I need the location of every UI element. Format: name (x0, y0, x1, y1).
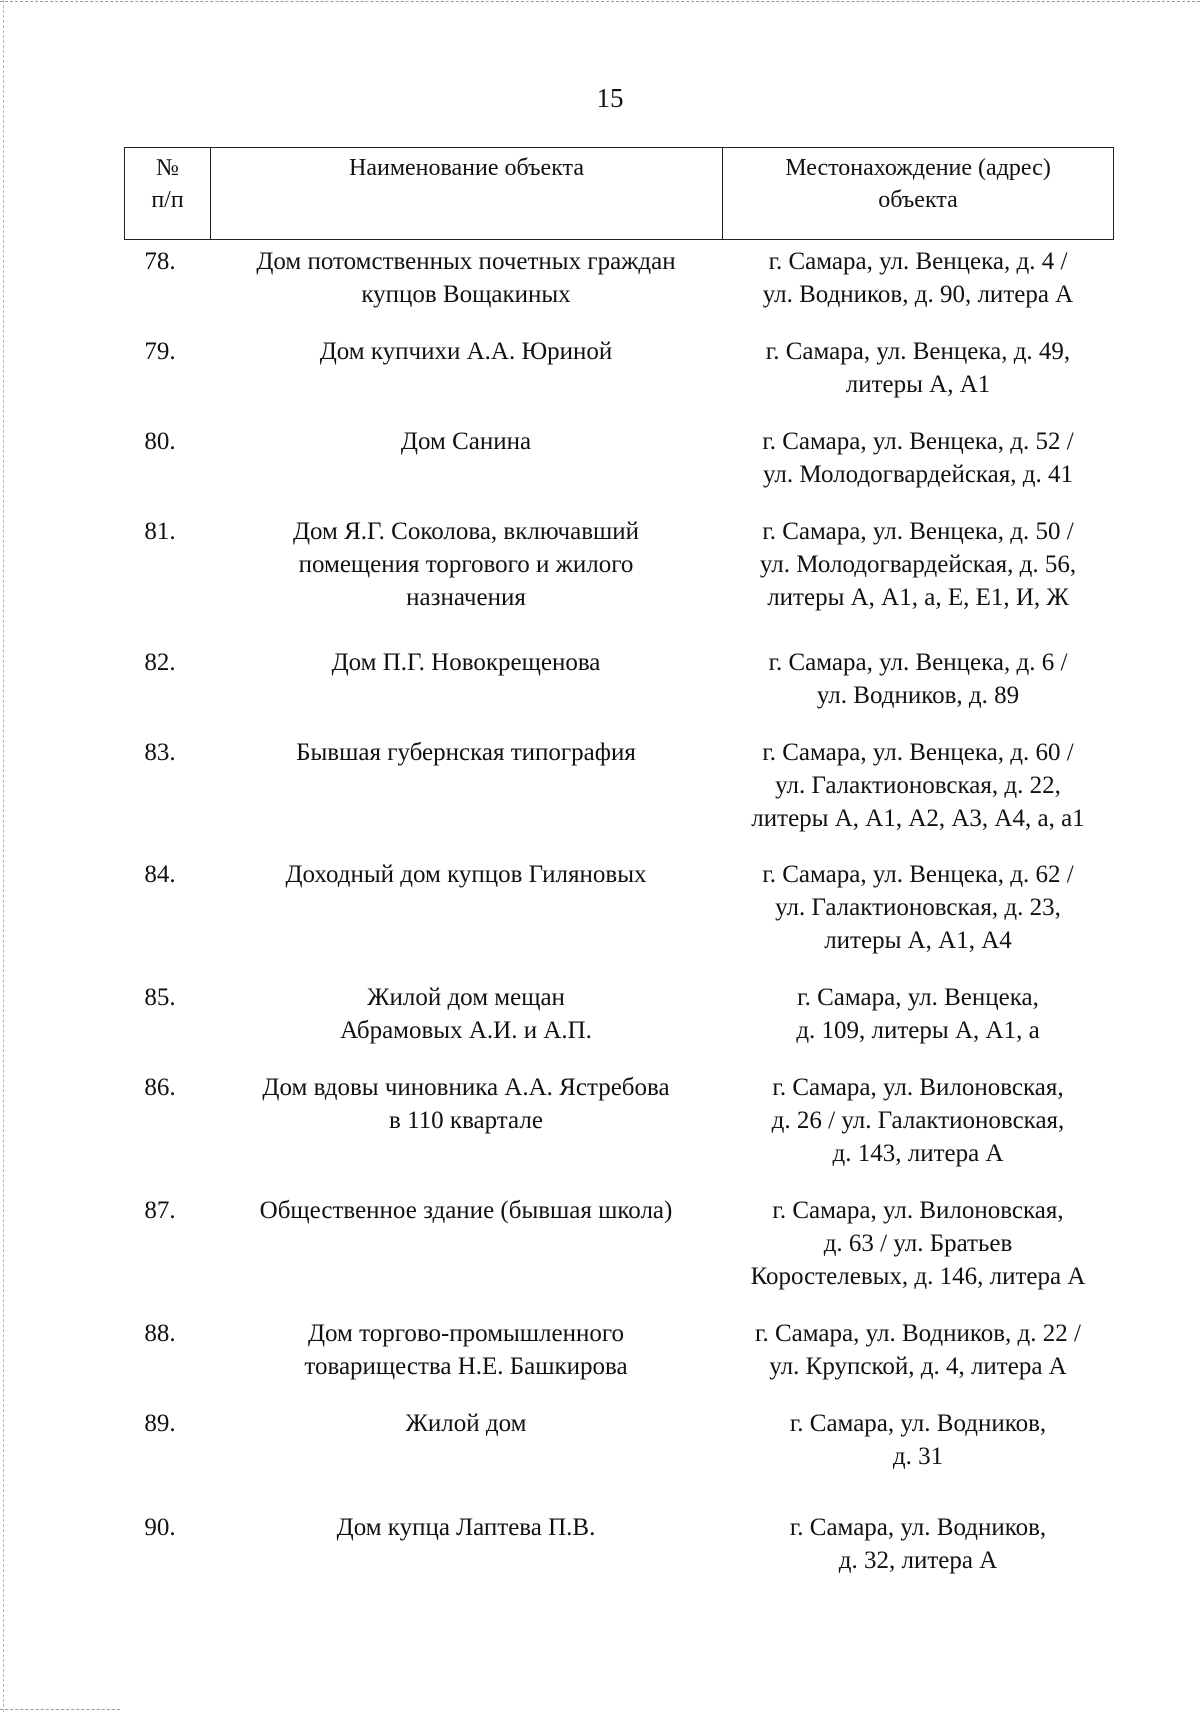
object-address-line: г. Самара, ул. Венцека, д. 52 / (762, 428, 1074, 455)
object-name-line: Дом торгово-промышленного (307, 1320, 625, 1347)
scan-edge-bottom (0, 1709, 120, 1710)
object-address-line: г. Самара, ул. Вилоновская, (772, 1197, 1064, 1224)
object-name-line: Дом Санина (400, 428, 532, 455)
object-name (210, 646, 722, 679)
object-address (722, 1407, 1114, 1473)
object-address-line: г. Самара, ул. Вилоновская, (772, 1074, 1064, 1101)
object-address-line: ул. Крупской, д. 4, литера А (769, 1353, 1067, 1380)
object-name (210, 981, 722, 1047)
object-name (210, 1407, 722, 1440)
header-num-line: № (156, 155, 179, 181)
object-name-line: Абрамовых А.И. и А.П. (340, 1017, 592, 1044)
page-number: 15 (596, 83, 624, 113)
object-address-line: г. Самара, ул. Венцека, д. 60 / (762, 739, 1074, 766)
object-name-line: Общественное здание (бывшая школа) (259, 1197, 673, 1224)
row-number: 82. (144, 649, 176, 676)
object-address-line: г. Самара, ул. Венцека, д. 49, (765, 338, 1071, 365)
object-name (210, 1071, 722, 1137)
header-address (723, 148, 1113, 239)
table-header (124, 147, 1114, 240)
header-name-line: Наименование объекта (349, 155, 584, 181)
object-address-line: г. Самара, ул. Венцека, д. 6 / (768, 649, 1068, 676)
object-address-line: г. Самара, ул. Венцека, д. 62 / (762, 861, 1074, 888)
object-address-line: Коростелевых, д. 146, литера А (750, 1263, 1086, 1290)
object-name (210, 515, 722, 614)
object-address (722, 1317, 1114, 1383)
scan-edge-top (0, 1, 1200, 2)
row-number: 78. (144, 248, 176, 275)
object-address (722, 736, 1114, 835)
header-num-line: п/п (151, 187, 184, 213)
object-address-line: д. 63 / ул. Братьев (823, 1230, 1013, 1257)
object-name (210, 1194, 722, 1227)
object-address-line: г. Самара, ул. Водников, д. 22 / (755, 1320, 1081, 1347)
object-address-line: д. 109, литеры А, А1, а (796, 1017, 1040, 1044)
object-address-line: литеры А, А1, А4 (824, 927, 1012, 954)
row-number: 86. (144, 1074, 176, 1101)
object-name (210, 245, 722, 311)
object-name (210, 335, 722, 368)
scan-edge-left (3, 0, 4, 1712)
object-address-line: литеры А, А1, а, Е, Е1, И, Ж (767, 584, 1069, 611)
object-address-line: д. 31 (892, 1443, 944, 1470)
object-name (210, 858, 722, 891)
object-address-line: г. Самара, ул. Венцека, д. 4 / (768, 248, 1068, 275)
object-address-line: литеры А, А1, А2, А3, А4, а, а1 (751, 805, 1085, 832)
object-name-line: товарищества Н.Е. Башкирова (304, 1353, 628, 1380)
object-address (722, 515, 1114, 614)
object-name-line: Дом Я.Г. Соколова, включавший (292, 518, 640, 545)
object-name (210, 736, 722, 769)
object-address (722, 1071, 1114, 1170)
object-address-line: ул. Галактионовская, д. 22, (775, 772, 1061, 799)
object-address (722, 425, 1114, 491)
object-name-line: помещения торгового и жилого (298, 551, 634, 578)
header-num (125, 148, 211, 239)
row-number: 79. (144, 338, 176, 365)
row-number: 80. (144, 428, 176, 455)
object-name-line: Дом П.Г. Новокрещенова (331, 649, 601, 676)
object-address-line: литеры А, А1 (845, 371, 991, 398)
row-number: 90. (144, 1514, 176, 1541)
object-address-line: г. Самара, ул. Водников, (789, 1514, 1047, 1541)
object-address (722, 1511, 1114, 1577)
object-name-line: назначения (406, 584, 526, 611)
object-address (722, 245, 1114, 311)
row-number: 89. (144, 1410, 176, 1437)
row-number: 84. (144, 861, 176, 888)
object-address-line: д. 26 / ул. Галактионовская, (771, 1107, 1065, 1134)
object-name-line: Дом купчихи А.А. Юриной (319, 338, 613, 365)
header-address-line: объекта (878, 187, 958, 213)
row-number: 81. (144, 518, 176, 545)
object-address-line: г. Самара, ул. Водников, (789, 1410, 1047, 1437)
object-name-line: Бывшая губернская типография (296, 739, 636, 766)
row-number: 85. (144, 984, 176, 1011)
object-name-line: Доходный дом купцов Гиляновых (285, 861, 647, 888)
object-name-line: в 110 квартале (389, 1107, 543, 1134)
row-number: 83. (144, 739, 176, 766)
row-number: 88. (144, 1320, 176, 1347)
object-name-line: Дом потомственных почетных граждан (256, 248, 676, 275)
object-name (210, 1317, 722, 1383)
object-name (210, 1511, 722, 1544)
object-address (722, 646, 1114, 712)
object-address-line: ул. Молодогвардейская, д. 56, (759, 551, 1077, 578)
header-name (211, 148, 723, 239)
object-address-line: д. 32, литера А (838, 1547, 998, 1574)
object-address (722, 1194, 1114, 1293)
object-address-line: г. Самара, ул. Венцека, (797, 984, 1039, 1011)
object-address (722, 981, 1114, 1047)
object-name-line: купцов Вощакиных (361, 281, 571, 308)
object-address (722, 858, 1114, 957)
object-address (722, 335, 1114, 401)
object-address-line: ул. Водников, д. 90, литера А (762, 281, 1074, 308)
object-name-line: Жилой дом мещан (367, 984, 565, 1011)
object-address-line: ул. Галактионовская, д. 23, (775, 894, 1061, 921)
object-name-line: Дом вдовы чиновника А.А. Ястребова (262, 1074, 670, 1101)
object-address-line: д. 143, литера А (832, 1140, 1004, 1167)
object-name-line: Дом купца Лаптева П.В. (336, 1514, 596, 1541)
header-address-line: Местонахождение (адрес) (785, 155, 1051, 181)
row-number: 87. (144, 1197, 176, 1224)
object-name (210, 425, 722, 458)
object-address-line: ул. Водников, д. 89 (816, 682, 1020, 709)
object-name-line: Жилой дом (405, 1410, 527, 1437)
object-address-line: г. Самара, ул. Венцека, д. 50 / (762, 518, 1074, 545)
object-address-line: ул. Молодогвардейская, д. 41 (763, 461, 1073, 488)
